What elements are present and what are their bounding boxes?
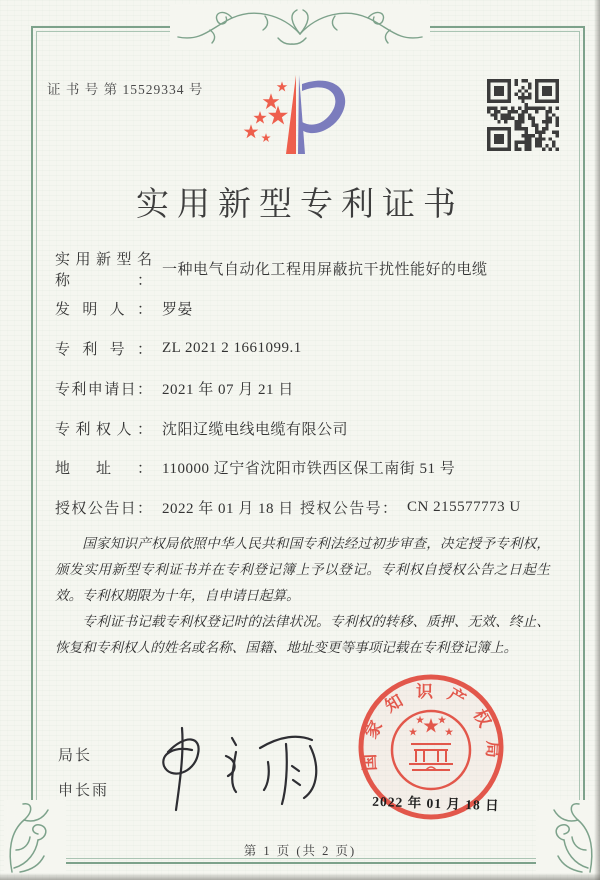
field-value: 沈阳辽缆电线电缆有限公司: [162, 421, 349, 438]
grant-number-value: CN 215577773 U: [407, 499, 521, 516]
field-row-address: [55, 448, 552, 488]
field-list: [55, 246, 552, 528]
page-indicator: 第 1 页 (共 2 页): [243, 844, 357, 858]
field-row-filing-date: [55, 368, 552, 408]
field-row-name: [55, 249, 552, 289]
field-label: 专利申请日：: [55, 381, 152, 398]
field-label: 发明人：: [55, 302, 152, 319]
field-row-patentee: [55, 408, 552, 448]
field-label: 地址：: [55, 461, 152, 478]
certificate-number: 证 书 号 第 15529334 号: [47, 82, 204, 97]
field-label: 专利号：: [55, 341, 152, 358]
field-row-patent-no: [55, 329, 552, 369]
field-label: 专利权人：: [55, 421, 152, 438]
field-value: 一种电气自动化工程用屏蔽抗干扰性能好的电缆: [162, 262, 488, 279]
director-title: 局长: [58, 747, 93, 764]
signature-handwriting: [140, 722, 330, 820]
grant-number-label: 授权公告号：: [300, 501, 397, 518]
legal-text: [55, 531, 550, 661]
scan-edge-bottom: [0, 873, 600, 880]
top-flourish-ornament: [170, 4, 430, 50]
legal-paragraph-1: 国家知识产权局依照中华人民共和国专利法经过初步审查，决定授予专利权，颁发实用新型专利证书并在专利登记簿上予以登记。专利权自授权公告之日起生效。专利权期限为十年，自申请日起算。: [55, 536, 550, 603]
seal-date: 2022 年 01 月 18 日: [372, 793, 500, 814]
field-row-grant: [55, 488, 552, 528]
field-value: ZL 2021 2 1661099.1: [162, 339, 302, 356]
seal-arc-text: 国家知识产权局: [359, 682, 503, 772]
director-name: 申长雨: [58, 782, 110, 799]
legal-paragraph-2: 专利证书记载专利权登记时的法律状况。专利权的转移、质押、无效、终止、恢复和专利权人的姓名或名称、国籍、地址变更等事项记载在专利登记簿上。: [55, 614, 550, 655]
field-row-inventor: [55, 289, 552, 329]
field-value: 2021 年 07 月 21 日: [162, 381, 294, 398]
signoff-block: [58, 744, 109, 814]
corner-ornament-left: [4, 800, 66, 874]
cnipa-logo-icon: [238, 72, 364, 158]
qr-code: [487, 79, 559, 151]
grant-date-label: 授权公告日：: [55, 501, 152, 518]
field-value: 罗晏: [162, 302, 194, 319]
grant-date-value: 2022 年 01 月 18 日: [162, 501, 294, 518]
scan-edge-right: [594, 0, 600, 880]
field-value: 110000 辽宁省沈阳市铁西区保工南街 51 号: [162, 461, 456, 478]
field-label: 实用新型名称：: [55, 251, 152, 289]
corner-ornament-right: [536, 800, 598, 874]
certificate-title: 实用新型专利证书: [136, 187, 464, 223]
